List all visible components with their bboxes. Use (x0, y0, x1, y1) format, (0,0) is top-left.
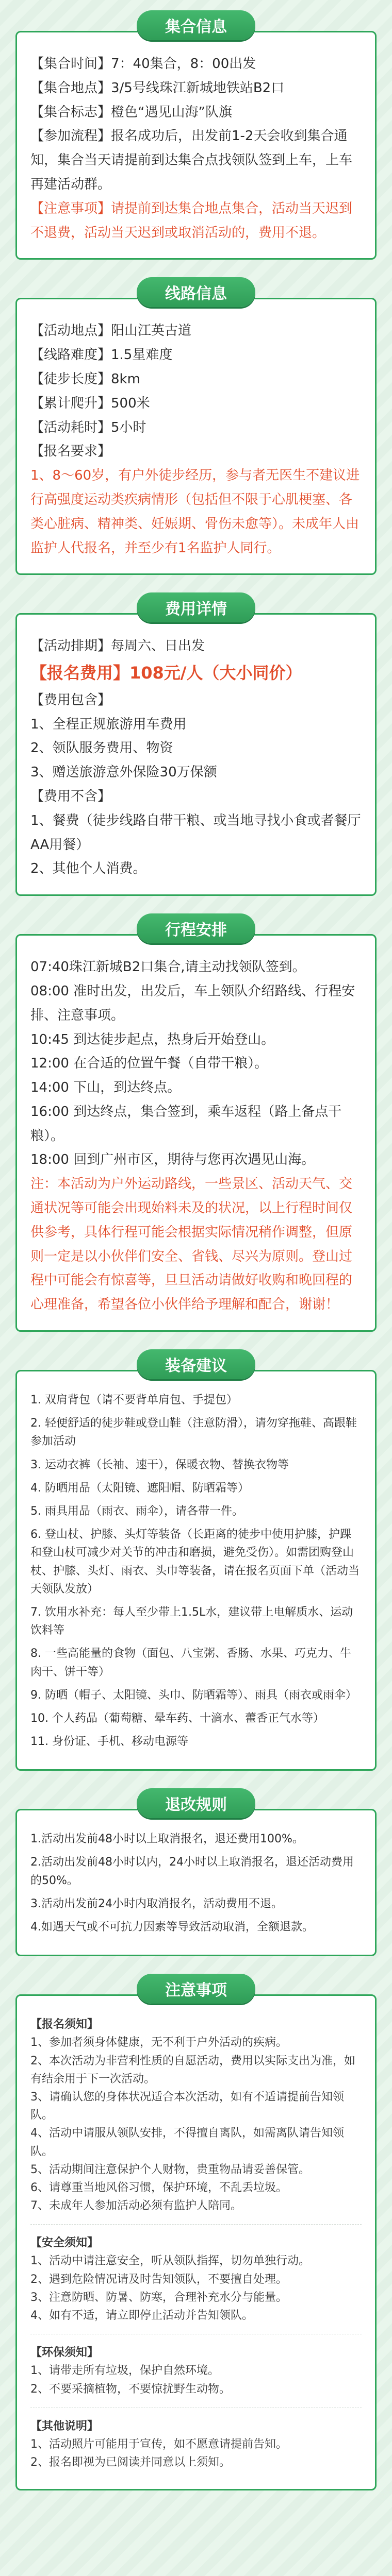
notice-safety-4: 4、如有不适，请立即停止活动并告知领队。 (30, 2309, 253, 2322)
route-requirement-text: 1、8～60岁，有户外徒步经历，参与者无医生不建议进行高强度运动类疾病情形（包括但不限于心肌梗塞、各类心脏病、精神类、妊娠期、骨伤未愈等）。未成年人由监护人代报名，并至少有1名监护人同行。 (30, 468, 360, 556)
refund-item-3: 3.活动出发前24小时内取消报名，活动费用不退。 (30, 1897, 283, 1910)
notice-label-safety: 【安全须知】 (30, 2236, 99, 2250)
notice-env-2: 2、不要采摘植物，不要惊扰野生动物。 (30, 2382, 231, 2396)
notice-label-other: 【其他说明】 (30, 2419, 99, 2433)
fee-include-3: 3、赠送旅游意外保险30万保额 (30, 765, 217, 781)
refund-card (15, 1809, 377, 1956)
assembly-section (15, 10, 377, 260)
route-title: 线路信息 (137, 277, 255, 307)
refund-title: 退改规则 (137, 1788, 255, 1818)
fee-title: 费用详情 (137, 592, 255, 622)
route-location: 【活动地点】阳山江英古道 (30, 323, 192, 339)
schedule-title: 行程安排 (137, 913, 255, 943)
fee-include-1: 1、全程正规旅游用车费用 (30, 716, 187, 732)
notice-list (30, 2015, 362, 2471)
fee-price: 【报名费用】108元/人（大小同价） (30, 663, 302, 683)
fee-section (15, 592, 377, 896)
assembly-time: 【集合时间】7：40集合，8：00出发 (30, 56, 256, 72)
gear-item-6: 6. 登山杖、护膝、头灯等装备（长距离的徒步中使用护膝，护踝和登山杖可减少对关节的冲击和磨损，避免受伤）。如需团购登山杖、护膝、头灯、雨衣、头巾等装备，请在报名页面下单（活动当天领队发放） (30, 1528, 360, 1596)
refund-item-2: 2.活动出发前48小时以内，24小时以上取消报名，退还活动费用的50%。 (30, 1856, 354, 1887)
gear-item-9: 9. 防晒（帽子、太阳镜、头巾、防晒霜等）、雨具（雨衣或雨伞） (30, 1688, 357, 1702)
gear-item-2: 2. 轻便舒适的徒步鞋或登山鞋（注意防滑），请勿穿拖鞋、高跟鞋参加活动 (30, 1417, 357, 1448)
gear-item-7: 7. 饮用水补充：每人至少带上1.5L水，建议带上电解质水、运动饮料等 (30, 1605, 353, 1637)
assembly-title: 集合信息 (137, 10, 255, 40)
notice-safety-1: 1、活动中请注意安全，听从领队指挥，切勿单独行动。 (30, 2255, 310, 2268)
fee-schedule: 【活动排期】每周六、日出发 (30, 638, 205, 654)
gear-item-5: 5. 雨具用品（雨衣、雨伞），请各带一件。 (30, 1505, 243, 1518)
notice-item-4: 4、活动中请服从领队安排，不得擅自离队，如需离队请告知领队。 (30, 2127, 344, 2158)
gear-section (15, 1349, 377, 1771)
schedule-1800: 18:00 回到广州市区，期待与您再次遇见山海。 (30, 1152, 315, 1168)
schedule-0800: 08:00 准时出发，出发后，车上领队介绍路线、行程安排、注意事项。 (30, 983, 355, 1023)
fee-card (15, 613, 377, 896)
notice-item-2: 2、本次活动为非营利性质的自愿活动，费用以实际支出为准，如有结余用于下一次活动。 (30, 2054, 355, 2086)
schedule-1045: 10:45 到达徒步起点，热身后开始登山。 (30, 1031, 275, 1047)
assembly-notice: 【注意事项】请提前到达集合地点集合，活动当天迟到不退费，活动当天迟到或取消活动的，费用不退。 (30, 200, 353, 241)
fee-exclude-label: 【费用不含】 (30, 788, 111, 804)
notice-item-5: 5、活动期间注意保护个人财物，贵重物品请妥善保管。 (30, 2163, 310, 2176)
fee-include-label: 【费用包含】 (30, 692, 111, 708)
gear-card (15, 1370, 377, 1771)
assembly-sign: 【集合标志】橙色“遇见山海”队旗 (30, 104, 232, 120)
assembly-process: 【参加流程】报名成功后，出发前1-2天会收到集合通知，集合当天请提前到达集合点找领队签到上车，上车再建活动群。 (30, 128, 353, 192)
schedule-1400: 14:00 下山，到达终点。 (30, 1080, 181, 1096)
refund-section (15, 1788, 377, 1956)
fee-exclude-1: 1、餐费（徒步线路自带干粮、或当地寻找小食或者餐厅AA用餐） (30, 812, 361, 853)
notice-env-1: 1、请带走所有垃圾，保护自然环境。 (30, 2364, 219, 2378)
gear-item-8: 8. 一些高能量的食物（面包、八宝粥、香肠、水果、巧克力、牛肉干、饼干等） (30, 1647, 351, 1679)
gear-item-10: 10. 个人药品（葡萄糖、晕车药、十滴水、藿香正气水等） (30, 1711, 324, 1725)
route-card (15, 298, 377, 575)
route-difficulty: 【线路难度】1.5星难度 (30, 347, 173, 363)
notice-item-3: 3、请确认您的身体状况适合本次活动，如有不适请提前告知领队。 (30, 2090, 344, 2122)
notice-other-2: 2、报名即视为已阅读并同意以上须知。 (30, 2456, 231, 2469)
gear-item-3: 3. 运动衣裤（长袖、速干），保暖衣物、替换衣物等 (30, 1458, 289, 1471)
refund-item-4: 4.如遇天气或不可抗力因素等导致活动取消，全额退款。 (30, 1921, 314, 1934)
notice-card (15, 1994, 377, 2490)
notice-label-register: 【报名须知】 (30, 2018, 99, 2031)
route-section (15, 277, 377, 575)
refund-item-1: 1.活动出发前48小时以上取消报名，退还费用100%。 (30, 1833, 304, 1846)
gear-item-11: 11. 身份证、手机、移动电源等 (30, 1735, 188, 1749)
route-ascent: 【累计爬升】500米 (30, 395, 150, 411)
notice-item-1: 1、参加者须身体健康，无不利于户外活动的疾病。 (30, 2036, 287, 2049)
notice-label-env: 【环保须知】 (30, 2346, 99, 2360)
notice-other-1: 1、活动照片可能用于宣传，如不愿意请提前告知。 (30, 2437, 287, 2451)
schedule-1600: 16:00 到达终点，集合签到，乘车返程（路上备点干粮）。 (30, 1104, 342, 1144)
schedule-0740: 07:40珠江新城B2口集合,请主动找领队签到。 (30, 959, 306, 975)
assembly-place: 【集合地点】3/5号线珠江新城地铁站B2口 (30, 80, 285, 96)
gear-item-1: 1. 双肩背包（请不要背单肩包、手提包） (30, 1394, 238, 1407)
schedule-1200: 12:00 在合适的位置午餐（自带干粮）。 (30, 1056, 268, 1072)
notice-divider-1 (30, 2224, 362, 2225)
notice-item-7: 7、未成年人参加活动必须有监护人陪同。 (30, 2199, 242, 2213)
schedule-section (15, 913, 377, 1332)
route-distance: 【徒步长度】8km (30, 371, 140, 387)
notice-title: 注意事项 (137, 1974, 255, 2004)
fee-exclude-2: 2、其他个人消费。 (30, 861, 146, 877)
notice-safety-2: 2、遇到危险情况请及时告知领队，不要擅自处理。 (30, 2273, 287, 2286)
gear-item-4: 4. 防晒用品（太阳镜、遮阳帽、防晒霜等） (30, 1481, 249, 1495)
notice-safety-3: 3、注意防晒、防暑、防寒，合理补充水分与能量。 (30, 2291, 287, 2304)
notice-section (15, 1974, 377, 2490)
assembly-card (15, 31, 377, 260)
fee-include-2: 2、领队服务费用、物资 (30, 740, 173, 756)
schedule-note: 注：本活动为户外运动路线，一些景区、活动天气、交通状况等可能会出现始料未及的状况，以上行程时间仅供参考，具体行程可能会根据实际情况稍作调整，但原则一定是以小伙伴们安全、省钱、尽兴为原则。登山过程中可能会有惊喜等，旦旦活动请做好收购和晚回程的心理准备，希望各位小伙伴给予理解和配合，谢谢！ (30, 1176, 353, 1313)
gear-title: 装备建议 (137, 1349, 255, 1379)
schedule-card (15, 934, 377, 1332)
notice-item-6: 6、请尊重当地风俗习惯，保护环境，不乱丢垃圾。 (30, 2181, 287, 2194)
route-requirement-label: 【报名要求】 (30, 444, 111, 460)
route-duration: 【活动耗时】5小时 (30, 419, 146, 435)
